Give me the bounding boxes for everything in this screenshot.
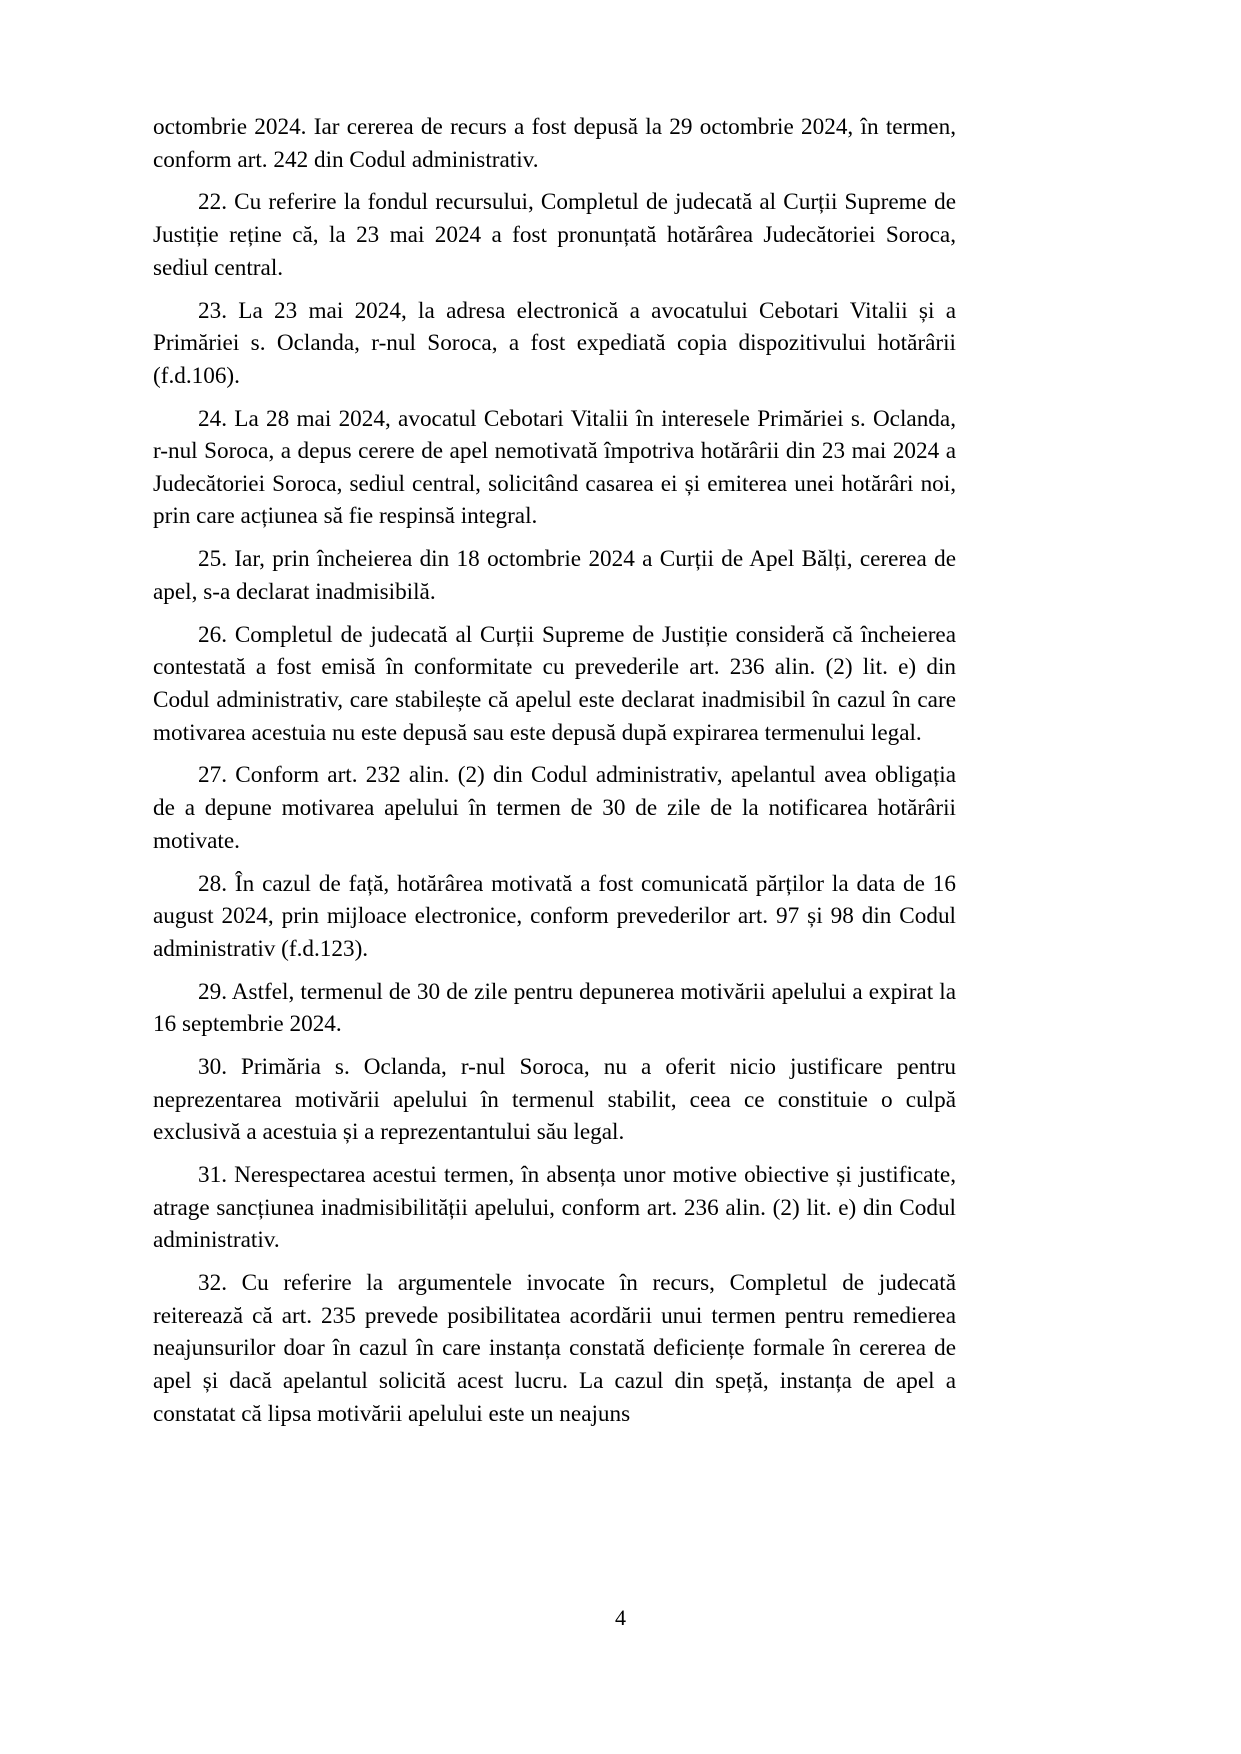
paragraph-30: 30. Primăria s. Oclanda, r-nul Soroca, nu a oferit nicio justificare pentru neprezentarea motivării apelului în termenul stabilit, ceea ce constituie o culpă exclusivă a acestuia și a reprezentantului său legal. [153,1054,956,1146]
paragraph-28: 28. În cazul de față, hotărârea motivată a fost comunicată părților la data de 16 august 2024, prin mijloace electronice, conform prevederilor art. 97 și 98 din Codul administrativ (f.d.123). [153,870,956,962]
paragraph-31: 31. Nerespectarea acestui termen, în absența unor motive obiective și justificate, atrage sancțiunea inadmisibilității apelului, conform art. 236 alin. (2) lit. e) din Codul administrativ. [153,1162,956,1254]
paragraph-23: 23. La 23 mai 2024, la adresa electronică a avocatului Cebotari Vitalii și a Primăriei s. Oclanda, r-nul Soroca, a fost expediată copia dispozitivului hotărârii (f.d.106). [153,297,956,389]
paragraph-24: 24. La 28 mai 2024, avocatul Cebotari Vitalii în interesele Primăriei s. Oclanda, r-nul Soroca, a depus cerere de apel nemotivată împotriva hotărârii din 23 mai 2024 a Judecătoriei Soroca, sediul central, solicitând casarea ei și emiterea unei hotărâri noi, prin care acțiunea să fie respinsă integral. [153,405,956,530]
paragraph-27: 27. Conform art. 232 alin. (2) din Codul administrativ, apelantul avea obligația de a depune motivarea apelului în termen de 30 de zile de la notificarea hotărârii motivate. [153,762,956,854]
document-page [153,111,956,1441]
paragraph-21-continuation: octombrie 2024. Iar cererea de recurs a fost depusă la 29 octombrie 2024, în termen, conform art. 242 din Codul administrativ. [153,114,956,173]
page-number: 4 [615,1605,626,1630]
paragraph-22: 22. Cu referire la fondul recursului, Completul de judecată al Curții Supreme de Justiție reține că, la 23 mai 2024 a fost pronunțată hotărârea Judecătoriei Soroca, sediul central. [153,189,956,281]
paragraph-25: 25. Iar, prin încheierea din 18 octombrie 2024 a Curții de Apel Bălți, cererea de apel, s-a declarat inadmisibilă. [153,546,956,605]
paragraph-32: 32. Cu referire la argumentele invocate în recurs, Completul de judecată reiterează că art. 235 prevede posibilitatea acordării unui termen pentru remedierea neajunsurilor doar în cazul în care instanța constată deficiențe formale în cererea de apel și dacă apelantul solicită acest lucru. La cazul din speță, instanța de apel a constatat că lipsa motivării apelului este un neajuns [153,1270,956,1427]
paragraph-29: 29. Astfel, termenul de 30 de zile pentru depunerea motivării apelului a expirat la 16 septembrie 2024. [153,978,956,1038]
paragraph-26: 26. Completul de judecată al Curții Supreme de Justiție consideră că încheierea contestată a fost emisă în conformitate cu prevederile art. 236 alin. (2) lit. e) din Codul administrativ, care stabilește că apelul este declarat inadmisibil în cazul în care motivarea acestuia nu este depusă sau este depusă după expirarea termenului legal. [153,621,956,746]
